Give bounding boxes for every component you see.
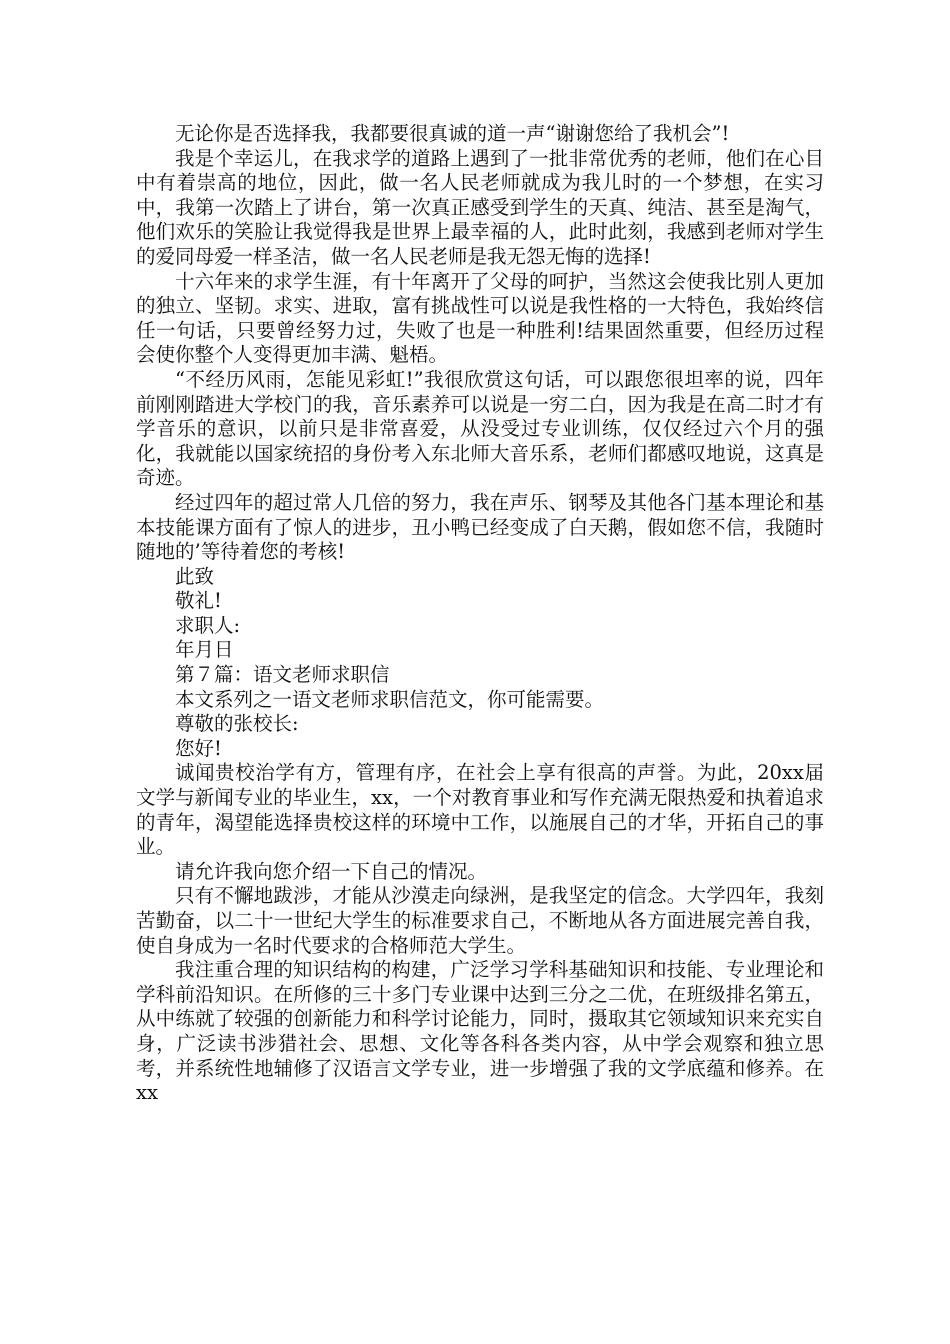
paragraph-lucky: 我是个幸运儿，在我求学的道路上遇到了一批非常优秀的老师，他们在心目中有着崇高的地位，因此，做一名人民老师就成为我儿时的一个梦想，在实习中，我第一次踏上了讲台，第一次真正感受到学生的天真、纯洁、甚至是淘气，他们欢乐的笑脸让我觉得我是世界上最幸福的人，此时此刻，我感到老师对学生的爱同母爱一样圣洁，做一名人民老师是我无怨无悔的选择!	[136, 146, 824, 268]
paragraph-four-years: 经过四年的超过常人几倍的努力，我在声乐、钢琴及其他各门基本理论和基本技能课方面有了惊人的进步，丑小鸭已经变成了白天鹅，假如您不信，我随时随地的’等待着您的考核!	[136, 490, 824, 564]
closing-date: 年月日	[175, 638, 234, 662]
document-body	[136, 122, 824, 1106]
closing-jingli: 敬礼!	[175, 589, 222, 613]
greeting: 您好!	[175, 736, 222, 760]
paragraph-series-note: 本文系列之一语文老师求职信范文，你可能需要。	[175, 687, 605, 711]
paragraph-oasis: 只有不懈地跋涉，才能从沙漠走向绿洲，是我坚定的信念。大学四年，我刻苦勤奋，以二十一世纪大学生的标准要求自己，不断地从各方面进展完善自我，使自身成为一名时代要求的合格师范大学生。	[136, 884, 824, 957]
paragraph-knowledge: 我注重合理的知识结构的构建，广泛学习学科基础知识和技能、专业理论和学科前沿知识。在所修的三十多门专业课中达到三分之二优，在班级排名第五，从中练就了较强的创新能力和科学讨论能力，同时，摄取其它领域知识来充实自身，广泛读书涉猎社会、思想、文化等各科各类内容，从中学会观察和独立思考，并系统性地辅修了汉语言文学专业，进一步增强了我的文学底蕴和修养。在 xx	[136, 958, 824, 1105]
paragraph-school-reputation: 诚闻贵校治学有方，管理有序，在社会上享有很高的声誉。为此，20xx届文学与新闻专业的毕业生，xx，一个对教育事业和写作充满无限热爱和执着追求的青年，渴望能选择贵校这样的环境中工作，以施展自己的才华，开拓自己的事业。	[136, 761, 824, 859]
closing-applicant: 求职人:	[175, 613, 241, 637]
section-heading-7: 第７篇：语文老师求职信	[175, 663, 390, 687]
closing-cizhi: 此致	[175, 564, 215, 588]
paragraph-sixteen-years: 十六年来的求学生涯，有十年离开了父母的呵护，当然这会使我比别人更加的独立、坚韧。求实、进取，富有挑战性可以说是我性格的一大特色，我始终信任一句话，只要曾经努力过，失败了也是一种胜利!结果固然重要，但经历过程会使你整个人变得更加丰满、魁梧。	[136, 269, 824, 367]
paragraph-thanks: 无论你是否选择我，我都要很真诚的道一声“谢谢您给了我机会”!	[175, 122, 730, 145]
paragraph-introduce: 请允许我向您介绍一下自己的情况。	[175, 859, 488, 883]
paragraph-rainbow: “不经历风雨，怎能见彩虹!”我很欣赏这句话，可以跟您很坦率的说，四年前刚刚踏进大学校门的我，音乐素养可以说是一穷二白，因为我是在高二时才有学音乐的意识，以前只是非常喜爱，从没受过专业训练，仅仅经过六个月的强化，我就能以国家统招的身份考入东北师大音乐系，老师们都感叹地说，这真是奇迹。	[136, 367, 824, 490]
salutation: 尊敬的张校长:	[175, 712, 299, 736]
